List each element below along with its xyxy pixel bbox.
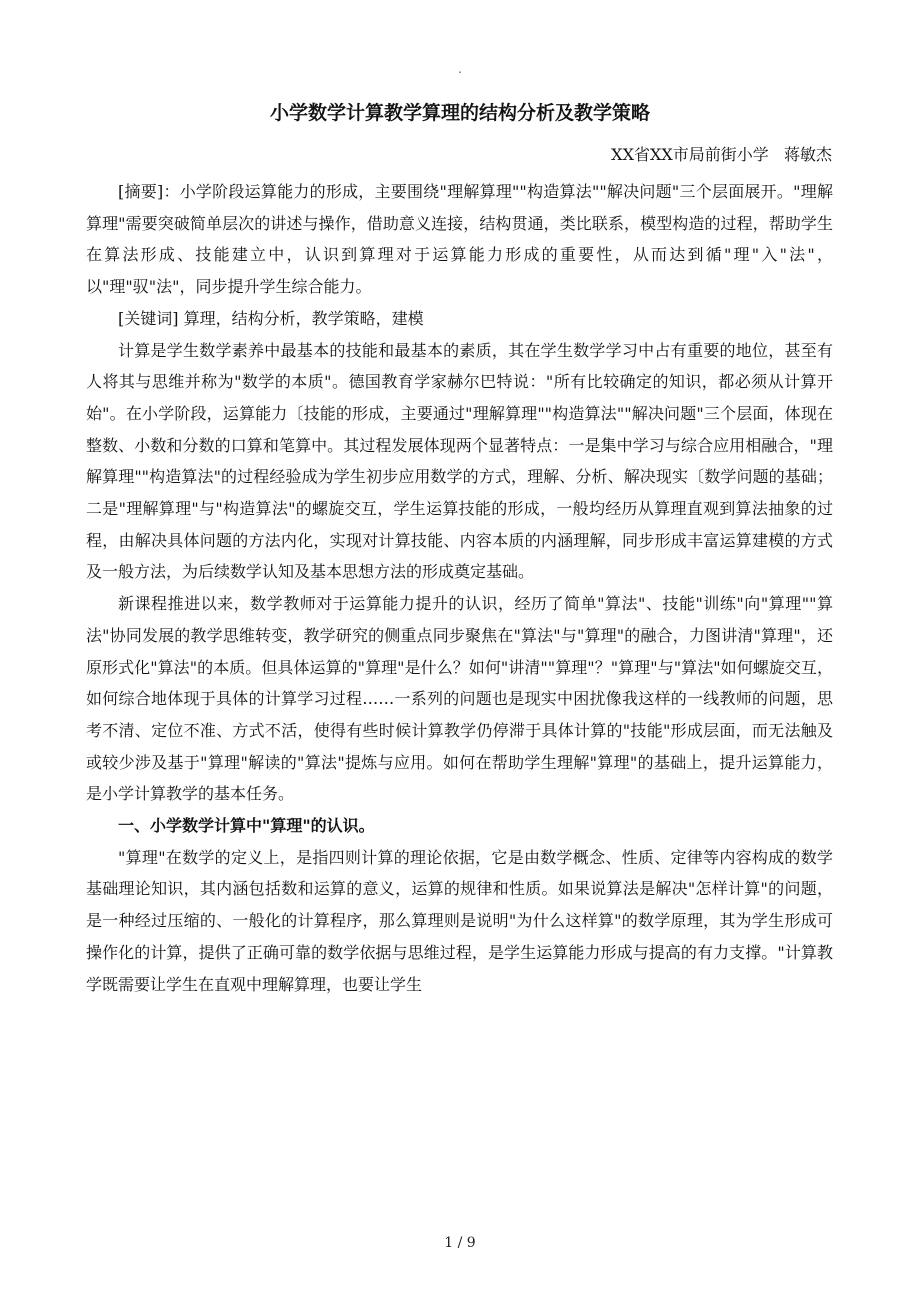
abstract-text: 小学阶段运算能力的形成，主要围绕"理解算理""构造算法""解决问题"三个层面展开。"理解算理"需要突破简单层次的讲述与操作，借助意义连接，结构贯通，类比联系，模型构造的过程，帮助学生在算法形成、技能建立中，认识到算理对于运算能力形成的重要性，从而达到循"理"入"法"，以"理"驭"法"，同步提升学生综合能力。 (86, 182, 833, 297)
header-mark: . (458, 62, 462, 76)
section-heading: 一、小学数学计算中"算理"的认识。 (118, 816, 375, 836)
author-line: XX省XX市局前街小学 蒋敏杰 (611, 145, 832, 164)
body-paragraph: "算理"在数学的定义上，是指四则计算的理论依据，它是由数学概念、性质、定律等内容构成的数学基础理论知识，其内涵包括数和运算的意义，运算的规律和性质。如果说算法是解决"怎样计算"的问题，是一种经过压缩的、一般化的计算程序，那么算理则是说明"为什么这样算"的数学原理，其为学生形成可操作化的计算，提供了正确可靠的数学依据与思维过程，是学生运算能力形成与提高的有力支撑。"计算教学既需要让学生在直观中理解算理，也要让学生 (86, 847, 833, 994)
body-paragraph: 计算是学生数学素养中最基本的技能和最基本的素质，其在学生数学学习中占有重要的地位，甚至有人将其与思维并称为"数学的本质"。德国教育学家赫尔巴特说："所有比较确定的知识，都必须从计算开始"。在小学阶段，运算能力〔技能的形成，主要通过"理解算理""构造算法""解决问题"三个层面，体现在整数、小数和分数的口算和笔算中。其过程发展体现两个显著特点：一是集中学习与综合应用相融合，"理解算理""构造算法"的过程经验成为学生初步应用数学的方式，理解、分析、解决现实〔数学问题的基础；二是"理解算理"与"构造算法"的螺旋交互，学生运算技能的形成，一般均经历从算理直观到算法抽象的过程，由解决具体问题的方法内化，实现对计算技能、内容本质的内涵理解，同步形成丰富运算建模的方式及一般方法，为后续数学认知及基本思想方法的形成奠定基础。 (86, 340, 833, 582)
keywords-paragraph (86, 303, 833, 335)
keywords-label: [关键词] (118, 308, 179, 328)
abstract-label: [摘要]： (118, 182, 180, 201)
keywords-text: 算理，结构分析，教学策略，建模 (178, 308, 424, 328)
page-number: 1 / 9 (444, 1235, 476, 1251)
document-title: 小学数学计算教学算理的结构分析及教学策略 (269, 102, 650, 124)
body-paragraph: 新课程推进以来，数学教师对于运算能力提升的认识，经历了简单"算法"、技能"训练"向"算理""算法"协同发展的教学思维转变，教学研究的侧重点同步聚焦在"算法"与"算理"的融合，力图讲清"算理"，还原形式化"算法"的本质。但具体运算的"算理"是什么？如何"讲清""算理"？"算理"与"算法"如何螺旋交互，如何综合地体现于具体的计算学习过程……一系列的问题也是现实中困扰像我这样的一线教师的问题，思考不清、定位不准、方式不活，使得有些时候计算教学仍停滞于具体计算的"技能"形成层面，而无法触及或较少涉及基于"算理"解读的"算法"提炼与应用。如何在帮助学生理解"算理"的基础上，提升运算能力，是小学计算教学的基本任务。 (86, 594, 833, 804)
abstract-paragraph (86, 176, 833, 303)
document-body (86, 176, 833, 1000)
